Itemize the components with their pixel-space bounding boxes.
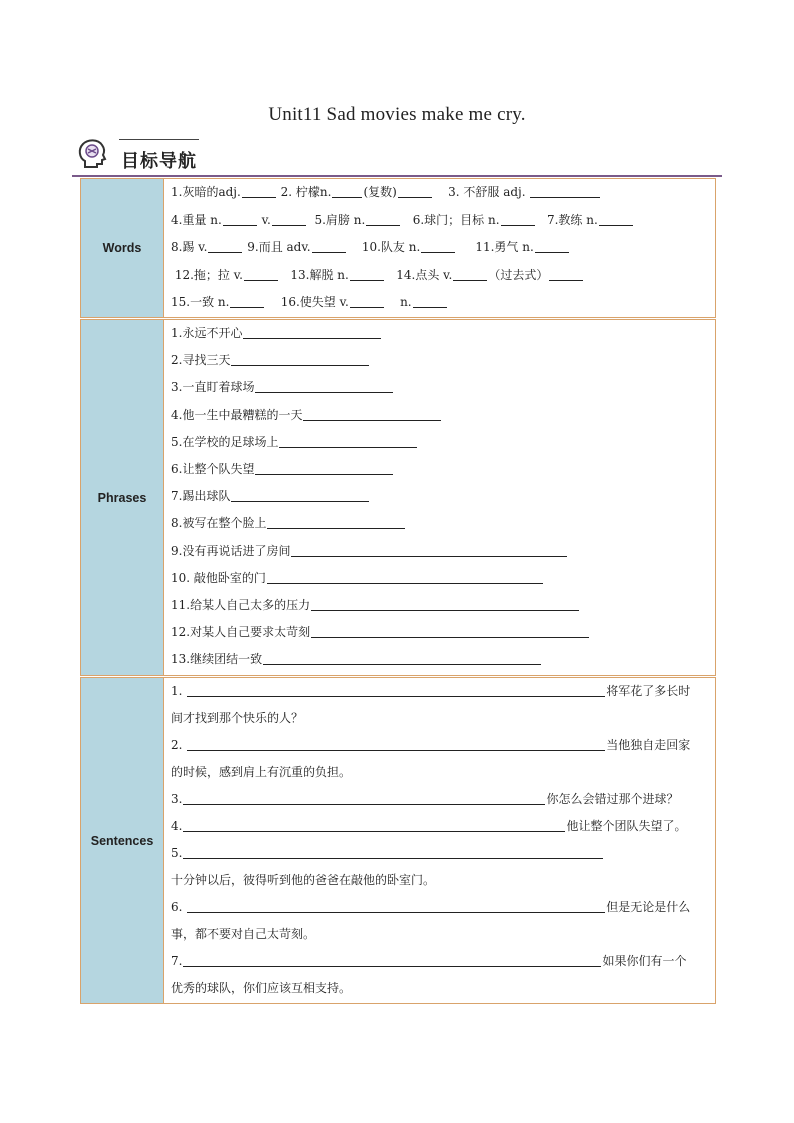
phrase-item: 8.被写在整个脸上 — [171, 510, 709, 537]
answer-blank[interactable] — [530, 183, 600, 198]
answer-blank[interactable] — [332, 183, 362, 198]
answer-blank[interactable] — [208, 238, 242, 253]
answer-blank[interactable] — [231, 487, 369, 502]
phrase-item: 9.没有再说话进了房间 — [171, 538, 709, 565]
sentence-item: 4. 他让整个团队失望了。 — [171, 819, 687, 833]
answer-blank[interactable] — [549, 266, 583, 281]
answer-blank[interactable] — [279, 433, 417, 448]
phrases-content — [164, 320, 715, 675]
answer-blank[interactable] — [398, 183, 432, 198]
phrase-item: 4.他一生中最糟糕的一天 — [171, 402, 709, 429]
sentence-item: 2. 当他独自走回家 — [171, 738, 691, 752]
answer-blank[interactable] — [350, 293, 384, 308]
phrase-item: 13.继续团结一致 — [171, 646, 709, 673]
answer-blank[interactable] — [243, 324, 381, 339]
answer-blank[interactable] — [312, 238, 346, 253]
answer-blank[interactable] — [242, 183, 276, 198]
sentence-continuation: 的时候，感到肩上有沉重的负担。 — [171, 765, 352, 779]
answer-blank[interactable] — [311, 596, 579, 611]
phrase-item: 12.对某人自己要求太苛刻 — [171, 619, 709, 646]
answer-blank[interactable] — [230, 293, 264, 308]
words-line-4: 12.拖；拉 v. 13.解脱 n. 14.点头 v. （过去式） — [171, 262, 709, 290]
answer-blank[interactable] — [187, 682, 605, 697]
phrase-item: 3.一直盯着球场 — [171, 374, 709, 401]
answer-blank[interactable] — [535, 238, 569, 253]
answer-blank[interactable] — [187, 898, 605, 913]
sentence-continuation: 事，都不要对自己太苛刻。 — [171, 927, 316, 941]
sentence-continuation: 十分钟以后，彼得听到他的爸爸在敲他的卧室门。 — [171, 873, 436, 887]
phrase-item: 2.寻找三天 — [171, 347, 709, 374]
sentence-item: 7. 如果你们有一个 — [171, 954, 687, 968]
answer-blank[interactable] — [366, 211, 400, 226]
answer-blank[interactable] — [267, 514, 405, 529]
worksheet-table — [80, 178, 716, 1005]
brain-head-icon — [75, 137, 109, 171]
phrase-item: 5.在学校的足球场上 — [171, 429, 709, 456]
sentence-continuation: 优秀的球队，你们应该互相支持。 — [171, 981, 352, 995]
phrase-item: 7.踢出球队 — [171, 483, 709, 510]
answer-blank[interactable] — [303, 406, 441, 421]
answer-blank[interactable] — [413, 293, 447, 308]
answer-blank[interactable] — [183, 952, 601, 967]
answer-blank[interactable] — [183, 844, 603, 859]
sentence-item: 3. 你怎么会错过那个进球？ — [171, 792, 679, 806]
sentences-section — [80, 677, 716, 1004]
answer-blank[interactable] — [501, 211, 535, 226]
sentences-label: Sentences — [81, 678, 164, 1003]
nav-heading: 目标导航 — [121, 151, 197, 172]
answer-blank[interactable] — [421, 238, 455, 253]
answer-blank[interactable] — [599, 211, 633, 226]
phrase-item: 10. 敲他卧室的门 — [171, 565, 709, 592]
answer-blank[interactable] — [223, 211, 257, 226]
words-section — [80, 178, 716, 318]
answer-blank[interactable] — [272, 211, 306, 226]
nav-divider — [72, 175, 722, 177]
phrases-label: Phrases — [81, 320, 164, 675]
phrases-section — [80, 319, 716, 676]
phrase-item: 6.让整个队失望 — [171, 456, 709, 483]
answer-blank[interactable] — [183, 790, 545, 805]
answer-blank[interactable] — [231, 351, 369, 366]
answer-blank[interactable] — [350, 266, 384, 281]
words-line-5: 15.一致 n. 16.使失望 v. n. — [171, 289, 709, 317]
sentence-item: 6. 但是无论是什么 — [171, 900, 691, 914]
phrase-item: 11.给某人自己太多的压力 — [171, 592, 709, 619]
answer-blank[interactable] — [291, 542, 567, 557]
words-content — [164, 179, 715, 317]
answer-blank[interactable] — [183, 817, 565, 832]
sentences-content — [164, 678, 715, 1003]
answer-blank[interactable] — [311, 623, 589, 638]
page-title: Unit11 Sad movies make me cry. — [268, 104, 526, 125]
answer-blank[interactable] — [255, 378, 393, 393]
nav-overline — [119, 139, 199, 140]
answer-blank[interactable] — [244, 266, 278, 281]
answer-blank[interactable] — [263, 650, 541, 665]
sentence-continuation: 间才找到那个快乐的人？ — [171, 711, 304, 725]
answer-blank[interactable] — [255, 460, 393, 475]
answer-blank[interactable] — [267, 569, 543, 584]
sentence-item: 5. — [171, 840, 709, 867]
answer-blank[interactable] — [187, 736, 605, 751]
words-line-3: 8.踢 v. 9.而且 adv. 10.队友 n. 11.勇气 n. — [171, 234, 709, 262]
sentence-item: 1. 将军花了多长时 — [171, 684, 691, 698]
phrase-item: 1.永远不开心 — [171, 320, 709, 347]
words-line-2: 4.重量 n. v. 5.肩膀 n. 6.球门；目标 n. 7.教练 n. — [171, 207, 709, 235]
words-line-1: 1.灰暗的adj. 2. 柠檬n. (复数) 3. 不舒服 adj. — [171, 179, 709, 207]
answer-blank[interactable] — [453, 266, 487, 281]
words-label: Words — [81, 179, 164, 317]
